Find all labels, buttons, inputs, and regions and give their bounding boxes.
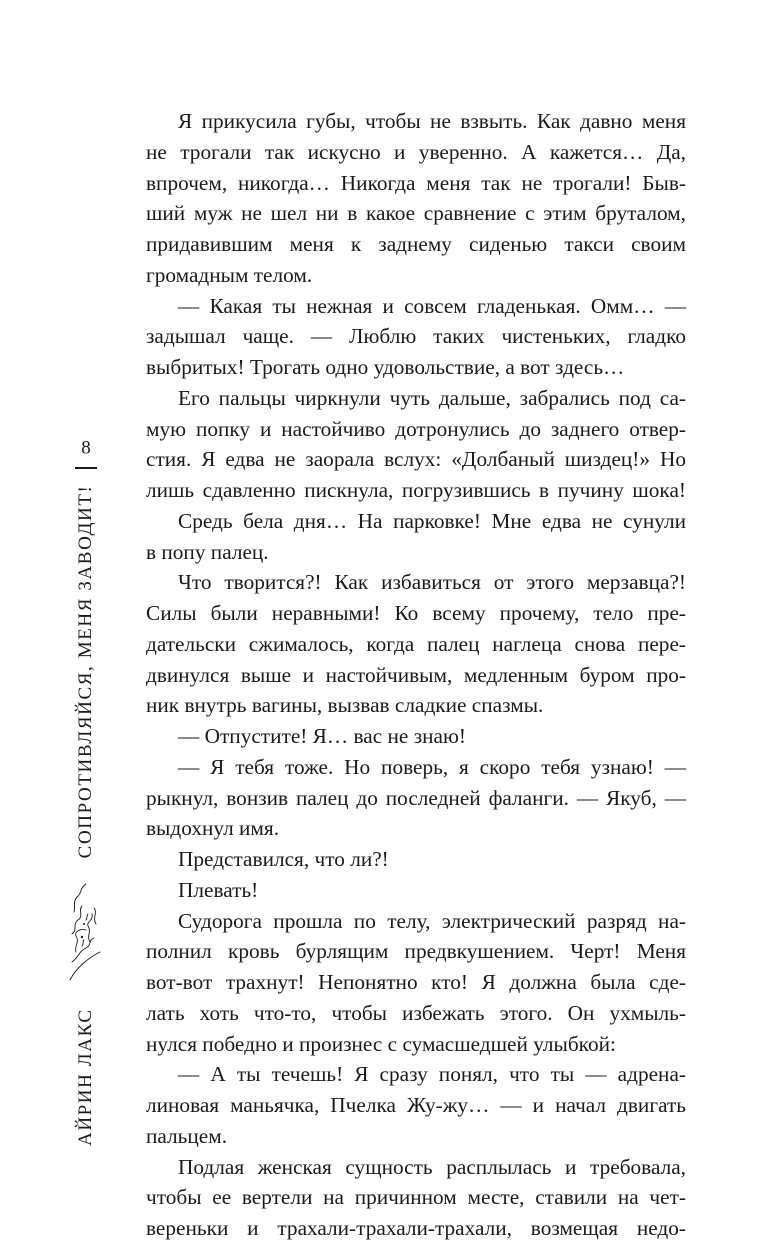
running-head [66, 32, 106, 1152]
text-line: выдохнул имя. [146, 816, 280, 841]
text-line: выбритых! Трогать одно удовольствие, а вот здесь… [146, 355, 625, 379]
text-line: Его пальцы чиркнули чуть дальше, забрались под са- [178, 385, 686, 410]
text-line: стия. Я едва не заорала вслух: «Долбаный шиздец!» Но [146, 447, 686, 472]
text-line: впрочем, никогда… Никогда меня так не трогали! Быв- [146, 170, 686, 195]
text-line: Плевать! [178, 877, 259, 902]
text-line: ший муж не шел ни в какое сравнение с этим бруталом, [146, 201, 686, 226]
text-line: линовая маньячка, Пчелка Жу-жу… — и начал двигать [146, 1093, 686, 1117]
text-line: придавившим меня к заднему сиденью такси своим [146, 232, 686, 256]
text-line: дательски сжималось, когда палец наглеца снова пере- [146, 631, 686, 656]
text-line: задышал чаще. — Люблю таких чистеньких, гладко [146, 324, 686, 349]
text-line: не трогали так искусно и уверенно. А кажется… Да, [146, 139, 686, 164]
text-line: Подлая женская сущность расплылась и требовала, [178, 1154, 686, 1179]
text-line: Я прикусила губы, чтобы не взвыть. Как давно меня [178, 109, 686, 133]
running-head-author: АЙРИН ЛАКС [75, 1008, 96, 1146]
text-line: — Я тебя тоже. Но поверь, я скоро тебя узнаю! — [178, 754, 686, 779]
text-line: двинулся выше и настойчивым, медленным буром про- [146, 662, 686, 687]
text-line: лишь сдавленно пискнула, погрузившись в пучину шока! [146, 478, 686, 502]
text-line: — Отпустите! Я… вас не знаю! [178, 724, 466, 748]
text-line: мую попку и настойчиво дотронулись до заднего отвер- [146, 416, 686, 441]
text-line: громадным телом. [146, 262, 313, 287]
text-line: — Какая ты нежная и совсем гладенькая. Омм… — [178, 293, 686, 318]
body-text [146, 106, 686, 1244]
text-line: лать хоть что-то, чтобы избежать этого. Он ухмыль- [146, 1000, 686, 1025]
text-line: Силы были неравными! Ко всему прочему, тело пре- [146, 601, 686, 625]
text-line: — А ты течешь! Я сразу понял, что ты — адрена- [178, 1062, 686, 1087]
text-line: чтобы ее вертели на причинном месте, ставили на чет- [146, 1185, 686, 1210]
text-line: в попу палец. [146, 539, 269, 564]
text-line: полнил кровь бурлящим предвкушением. Черт! Меня [146, 939, 686, 964]
page-number: 8 [81, 437, 91, 459]
text-line: ник внутрь вагины, вызвав сладкие спазмы. [146, 693, 544, 718]
text-line: Представился, что ли?! [178, 847, 389, 871]
text-line: нулся победно и произнес с сумасшедшей улыбкой: [146, 1031, 616, 1056]
ornament-icon [66, 882, 106, 982]
running-head-title: СОПРОТИВЛЯЙСЯ, МЕНЯ ЗАВОДИТ! [75, 484, 96, 859]
text-line: Что творится?! Как избавиться от этого мерзавца?! [178, 570, 686, 595]
text-line: рыкнул, вонзив палец до последней фаланги. — Якуб, — [146, 785, 686, 810]
text-line: пальцем. [146, 1123, 228, 1148]
running-head-separator [75, 467, 97, 469]
text-line: Судорога прошла по телу, электрический разряд на- [178, 908, 686, 933]
text-line: Средь бела дня… На парковке! Мне едва не сунули [178, 508, 686, 533]
text-line: вереньки и трахали-трахали-трахали, возмещая недо- [146, 1216, 686, 1240]
text-line: вот-вот трахнут! Непонятно кто! Я должна была сде- [146, 970, 686, 994]
